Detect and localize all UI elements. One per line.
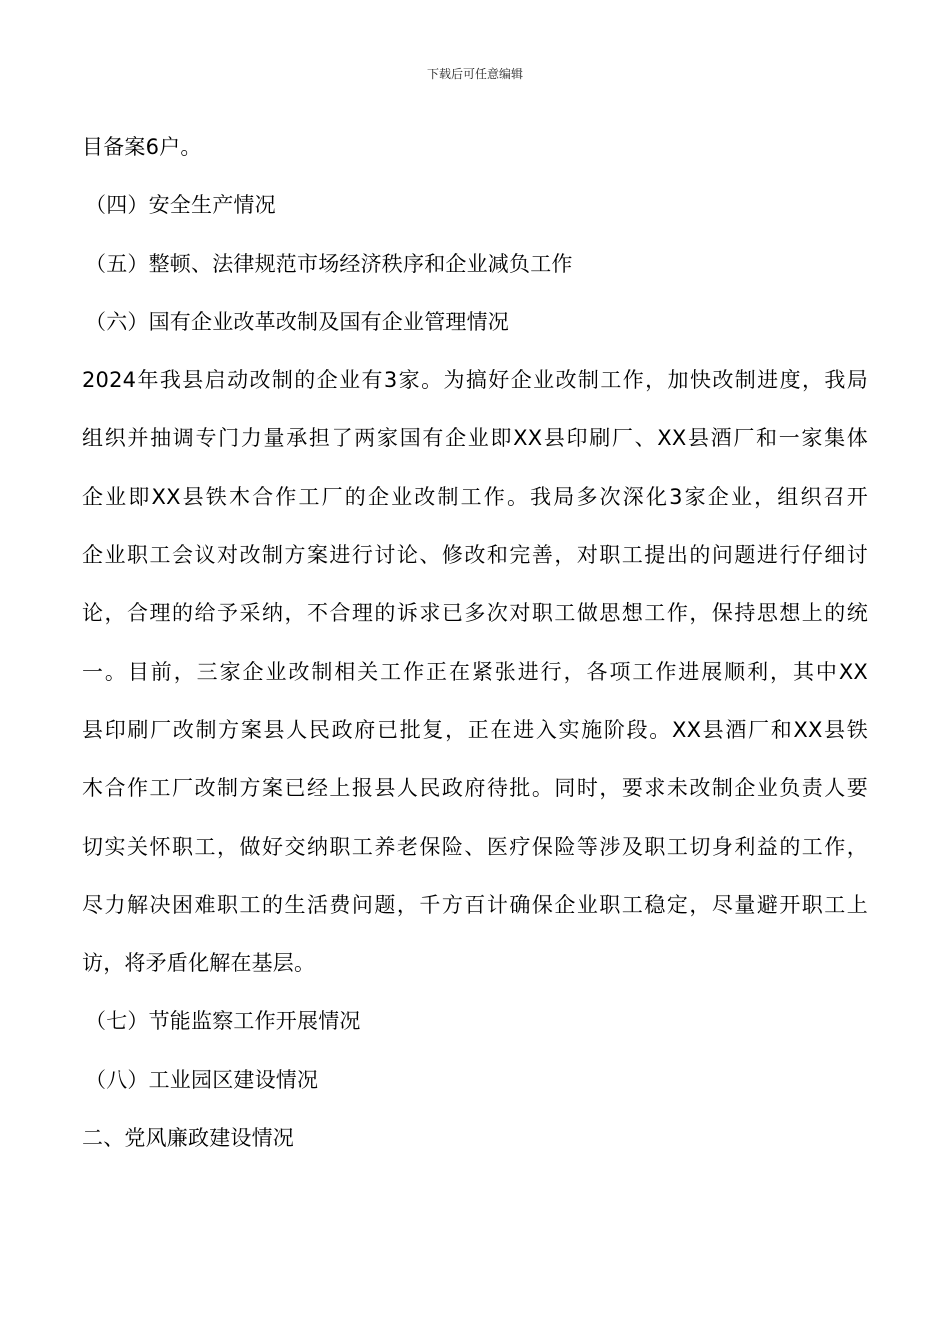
heading-text: （六）国有企业改革改制及国有企业管理情况: [85, 309, 509, 334]
text-line: 目备案6户。: [82, 135, 202, 159]
section-heading-5: [82, 235, 868, 293]
text-line: 尽力解决困难职工的生活费问题，千方百计确保企业职工稳定，尽量避开职工上: [82, 892, 868, 917]
text-line: 论，合理的给予采纳，不合理的诉求已多次对职工做思想工作，保持思想上的统: [82, 601, 868, 626]
text-line: 访，将矛盾化解在基层。: [82, 951, 316, 976]
heading-text: （七）节能监察工作开展情况: [85, 1009, 361, 1034]
section-heading-4: [82, 176, 868, 234]
text-line: 木合作工厂改制方案已经上报县人民政府待批。同时，要求未改制企业负责人要: [82, 776, 868, 801]
text-line: 企业职工会议对改制方案进行讨论、修改和完善，对职工提出的问题进行仔细讨: [82, 543, 868, 568]
text-line: 县印刷厂改制方案县人民政府已批复，正在进入实施阶段。XX县酒厂和XX县铁: [82, 717, 868, 742]
paragraph-continuation: [82, 118, 868, 176]
heading-text: 二、党风廉政建设情况: [82, 1126, 294, 1151]
heading-text: （八）工业园区建设情况: [85, 1067, 319, 1092]
text-line: 2024年我县启动改制的企业有3家。为搞好企业改制工作，加快改制进度，我局: [82, 368, 868, 393]
document-body: [82, 118, 868, 1167]
text-line: 切实关怀职工，做好交纳职工养老保险、医疗保险等涉及职工切身利益的工作，: [82, 834, 868, 859]
section-heading-7: [82, 992, 868, 1050]
section-heading-8: [82, 1051, 868, 1109]
section-heading-6: [82, 293, 868, 351]
page-header-note: 下载后可任意编辑: [426, 67, 523, 81]
text-line: 企业即XX县铁木合作工厂的企业改制工作。我局多次深化3家企业，组织召开: [82, 484, 868, 509]
section-heading-party-conduct: [82, 1109, 868, 1167]
text-line: 一。目前，三家企业改制相关工作正在紧张进行，各项工作进展顺利，其中XX: [82, 659, 868, 684]
text-line: 组织并抽调专门力量承担了两家国有企业即XX县印刷厂、XX县酒厂和一家集体: [82, 426, 868, 451]
heading-text: （四）安全生产情况: [85, 193, 276, 218]
body-paragraph-enterprise-reform: [82, 351, 868, 992]
heading-text: （五）整顿、法律规范市场经济秩序和企业减负工作: [85, 251, 573, 276]
